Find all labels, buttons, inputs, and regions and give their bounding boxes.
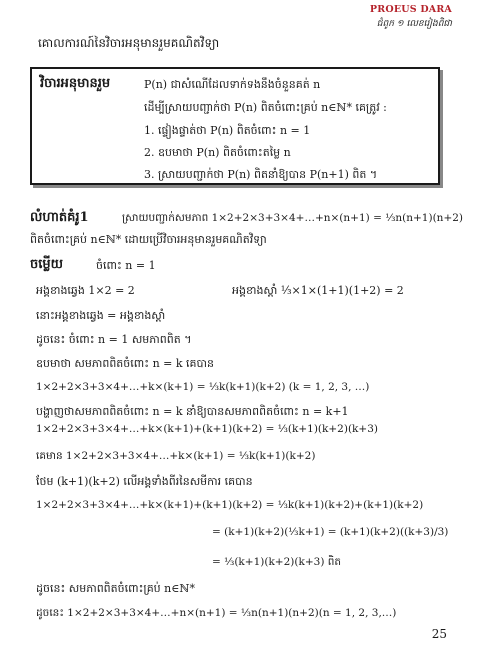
right-side: អង្គខាងស្តាំ ⅓×1×(1+1)(1+2) = 2 bbox=[232, 284, 404, 297]
definition-box bbox=[30, 67, 440, 185]
definition-title: វិចារអនុមានរួម bbox=[40, 76, 111, 91]
solution-label: ចម្លើយ bbox=[30, 257, 64, 272]
conclusion-2: ដូចនេះ 1×2+2×3+3×4+…+n×(n+1) = ⅓n(n+1)(n+2)(n = 1, 2, 3,…) bbox=[36, 607, 397, 619]
left-side: អង្គខាងឆ្វេង 1×2 = 2 bbox=[36, 284, 135, 297]
definition-intro: P(n) ជាសំណើដែលទាក់ទងនឹងចំនួនគត់ n bbox=[144, 78, 321, 91]
true-for-n1: ដូចនេះ ចំពោះ n = 1 សមភាពពិត ។ bbox=[36, 333, 192, 346]
example-statement-2: ពិតចំពោះគ្រប់ n∈ℕ* ដោយប្រើវិចារអនុមានរួមគណិតវិទ្យា bbox=[30, 233, 267, 246]
definition-step-3: 3. ស្រាយបញ្ជាក់ថា P(n) ពិតនាំឱ្យបាន P(n+1) ពិត ។ bbox=[144, 168, 378, 181]
conclusion-1: ដូចនេះ សមភាពពិតចំពោះគ្រប់ n∈ℕ* bbox=[36, 582, 195, 595]
brand-text: PROEUS DARA bbox=[369, 4, 452, 15]
assumption: ឧបមាថា សមភាពពិតចំពោះ n = k គេបាន bbox=[36, 357, 214, 370]
equation-factor: = (k+1)(k+2)(⅓k+1) = (k+1)(k+2)((k+3)/3) bbox=[212, 526, 449, 538]
equation-final: = ⅓(k+1)(k+2)(k+3) ពិត bbox=[212, 556, 342, 568]
we-have: គេមាន 1×2+2×3+3×4+…+k×(k+1) = ⅓k(k+1)(k+2) bbox=[36, 450, 316, 462]
definition-step-1: 1. ផ្ទៀងផ្ទាត់ថា P(n) ពិតចំពោះ n = 1 bbox=[144, 124, 311, 137]
chapter-title: ជំពូក ១ លេខរៀងពិជា bbox=[376, 19, 452, 29]
prove-statement: បង្ហាញថាសមភាពពិតចំពោះ n = k នាំឱ្យបានសមភាពពិតចំពោះ n = k+1 bbox=[36, 405, 349, 418]
example-label: លំហាត់គំរូ1 bbox=[30, 210, 89, 225]
definition-step-2: 2. ឧបមាថា P(n) ពិតចំពោះតម្លៃ n bbox=[144, 146, 291, 159]
equation-k-plus-1: 1×2+2×3+3×4+…+k×(k+1)+(k+1)(k+2) = ⅓(k+1)(k+2)(k+3) bbox=[36, 423, 378, 435]
add-both-sides: ថែម (k+1)(k+2) លើអង្គទាំងពីរនៃសមីការ គេបាន bbox=[36, 475, 253, 488]
definition-purpose: ដើម្បីស្រាយបញ្ជាក់ថា P(n) ពិតចំពោះគ្រប់ n∈ℕ* គេត្រូវ : bbox=[144, 101, 387, 114]
equality-statement: នោះអង្គខាងឆ្វេង = អង្គខាងស្តាំ bbox=[36, 309, 166, 322]
equation-k: 1×2+2×3+3×4+…+k×(k+1) = ⅓k(k+1)(k+2) (k = 1, 2, 3, …) bbox=[36, 381, 370, 393]
equation-sum: 1×2+2×3+3×4+…+k×(k+1)+(k+1)(k+2) = ⅓k(k+1)(k+2)+(k+1)(k+2) bbox=[36, 499, 424, 511]
page-number: 25 bbox=[431, 627, 447, 641]
example-statement: ស្រាយបញ្ជាក់សមភាព 1×2+2×3+3×4+…+n×(n+1) = ⅓n(n+1)(n+2) bbox=[122, 212, 464, 224]
section-title: គោលការណ៍នៃវិចារអនុមានរួមគណិតវិទ្យា bbox=[38, 36, 220, 50]
solution-case-1: ចំពោះ n = 1 bbox=[96, 259, 156, 272]
